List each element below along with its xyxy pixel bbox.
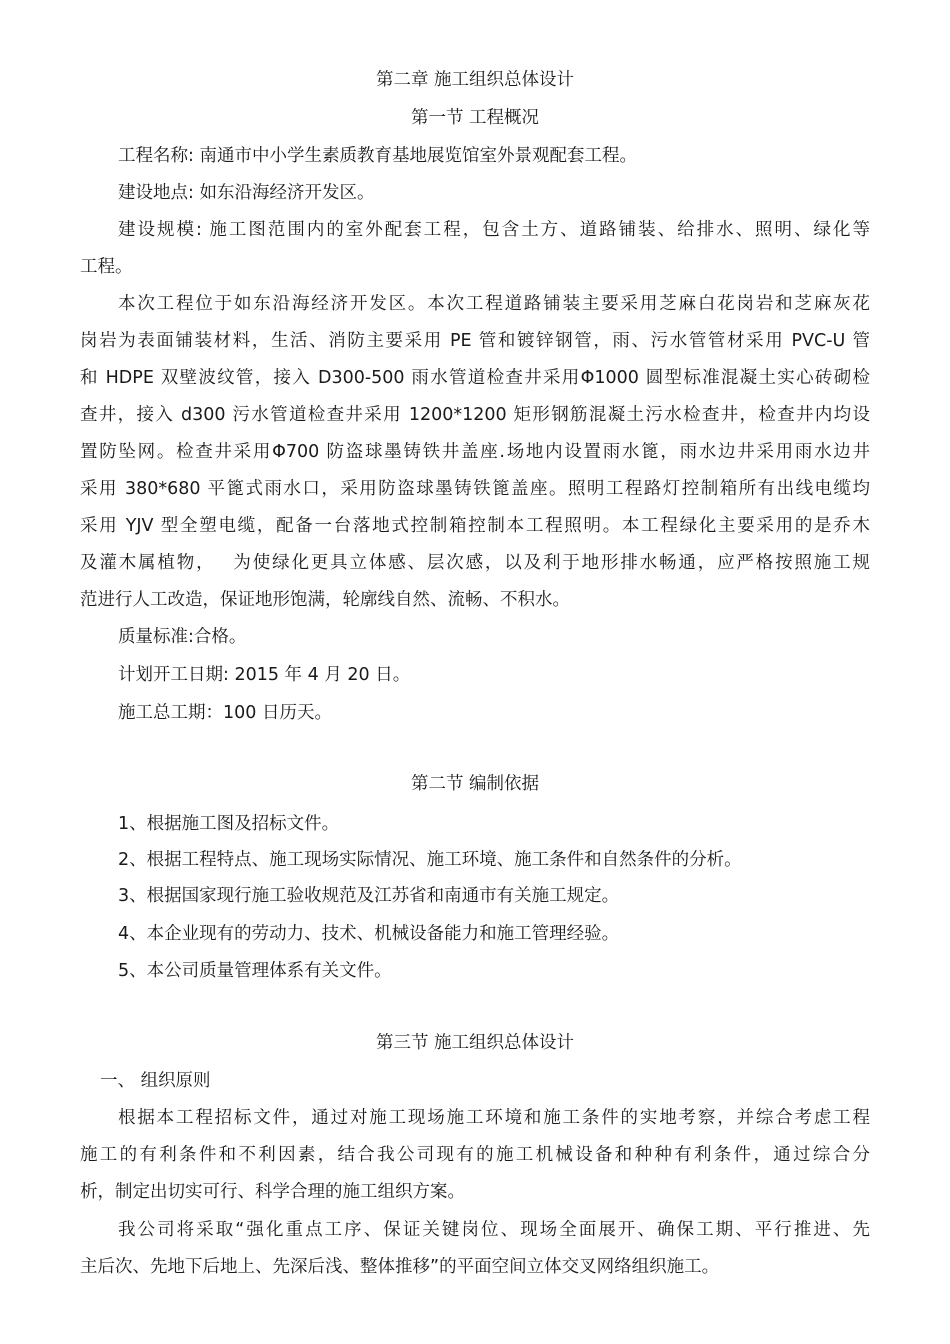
paragraph-line: 岗岩为表面铺装材料，生活、消防主要采用 PE 管和镀锌钢管，雨、污水管管材采用 PVC-U 管 xyxy=(80,331,870,351)
subheading: 一、 组织原则 xyxy=(100,1071,211,1091)
paragraph-line: 施工的有利条件和不利因素，结合我公司现有的施工机械设备和种种有利条件，通过综合分 xyxy=(80,1145,870,1165)
project-name: 工程名称: 南通市中小学生素质教育基地展览馆室外景观配套工程。 xyxy=(118,146,637,166)
project-location: 建设地点: 如东沿海经济开发区。 xyxy=(118,183,375,203)
chapter-title: 第二章 施工组织总体设计 xyxy=(375,70,575,90)
list-item: 2、根据工程特点、施工现场实际情况、施工环境、施工条件和自然条件的分析。 xyxy=(118,850,742,870)
list-item: 5、本公司质量管理体系有关文件。 xyxy=(118,961,392,981)
paragraph-line: 采用 380*680 平篦式雨水口，采用防盗球墨铸铁篦盖座。照明工程路灯控制箱所有出线电缆均 xyxy=(80,479,870,499)
section-title: 第一节 工程概况 xyxy=(410,108,540,128)
paragraph-line: 根据本工程招标文件，通过对施工现场施工环境和施工条件的实地考察，并综合考虑工程 xyxy=(118,1108,870,1128)
list-item: 1、根据施工图及招标文件。 xyxy=(118,814,340,834)
paragraph-line: 主后次、先地下后地上、先深后浅、整体推移”的平面空间立体交叉网络组织施工。 xyxy=(80,1257,720,1277)
project-scale-cont: 工程。 xyxy=(80,257,133,277)
project-scale: 建设规模: 施工图范围内的室外配套工程，包含土方、道路铺装、给排水、照明、绿化等 xyxy=(118,220,870,240)
paragraph-line: 我公司将采取“强化重点工序、保证关键岗位、现场全面展开、确保工期、平行推进、先 xyxy=(118,1220,870,1240)
paragraph-line: 析，制定出切实可行、科学合理的施工组织方案。 xyxy=(80,1182,465,1202)
paragraph-line: 及灌木属植物， 为使绿化更具立体感、层次感，以及利于地形排水畅通，应严格按照施工规 xyxy=(80,553,870,573)
paragraph-line: 本次工程位于如东沿海经济开发区。本次工程道路铺装主要采用芝麻白花岗岩和芝麻灰花 xyxy=(118,294,870,314)
section-title: 第三节 施工组织总体设计 xyxy=(375,1033,575,1053)
list-item: 4、本企业现有的劳动力、技术、机械设备能力和施工管理经验。 xyxy=(118,924,620,944)
start-date: 计划开工日期: 2015 年 4 月 20 日。 xyxy=(118,665,411,685)
paragraph-line: 查井，接入 d300 污水管道检查井采用 1200*1200 矩形钢筋混凝土污水检查井，检查井内均设 xyxy=(80,405,870,425)
total-duration: 施工总工期：100 日历天。 xyxy=(118,703,332,723)
paragraph-line: 范进行人工改造，保证地形饱满，轮廓线自然、流畅、不积水。 xyxy=(80,590,570,610)
list-item: 3、根据国家现行施工验收规范及江苏省和南通市有关施工规定。 xyxy=(118,886,620,906)
quality-standard: 质量标准:合格。 xyxy=(118,627,247,647)
section-title: 第二节 编制依据 xyxy=(410,774,540,794)
paragraph-line: 采用 YJV 型全塑电缆，配备一台落地式控制箱控制本工程照明。本工程绿化主要采用的是乔木 xyxy=(80,516,870,536)
paragraph-line: 置防坠网。检查井采用Φ700 防盗球墨铸铁井盖座.场地内设置雨水篦，雨水边井采用雨水边井 xyxy=(80,442,870,462)
paragraph-line: 和 HDPE 双壁波纹管，接入 D300-500 雨水管道检查井采用Φ1000 圆型标准混凝土实心砖砌检 xyxy=(80,368,870,388)
